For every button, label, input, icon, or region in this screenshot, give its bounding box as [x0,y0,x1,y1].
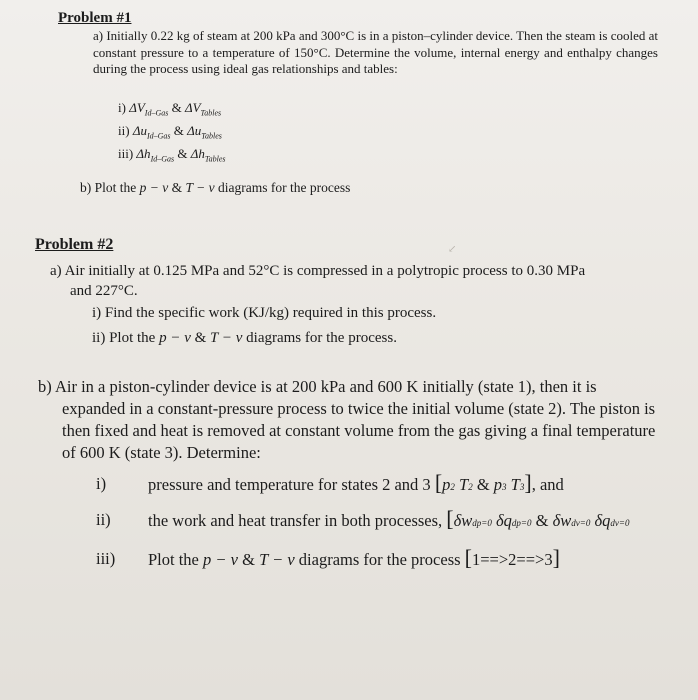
problem-2a-item-i: i) Find the specific work (KJ/kg) required in this process. [92,305,437,321]
problem-1-title: Problem #1 [58,10,132,26]
problem-2b-item-ii-num: ii) [96,510,111,529]
problem-2b-item-iii-num: iii) [96,549,116,568]
problem-2a-item-ii: ii) Plot the p − v & T − v diagrams for the process. [92,330,397,346]
problem-2b-item-ii: the work and heat transfer in both processes, [δwdp=0 δqdp=0 & δwdv=0 δqdv=0 [148,506,630,531]
problem-2b-item-i: pressure and temperature for states 2 and 3 [p2 T2 & p3 T3], and [148,470,564,495]
problem-1b-text: b) Plot the p − v & T − v diagrams for the process [80,180,351,195]
pen-mark: ↙ [448,244,457,255]
problem-2b-item-i-num: i) [96,474,107,493]
problem-1a-item-i: i) $\Delta V_{Id-Gas}$ & $\Delta V_{Tables}$ [118,100,222,118]
problem-1a-text: a) Initially 0.22 kg of steam at 200 kPa and 300°C is in a piston–cylinder device. Then the steam is cooled at constant pressure to a temperature of 150°C. Determine the volume, internal energy and enthalpy changes during the process using ideal gas relationships and tables: [93,28,658,76]
problem-1a-item-iii: iii) $\Delta h_{Id-Gas}$ & $\Delta h_{Tables}$ [118,146,226,164]
problem-2-title: Problem #2 [35,236,114,253]
problem-2a-text: a) Air initially at 0.125 MPa and 52°C is compressed in a polytropic process to 0.30 MPa and 227°C. [50,263,586,299]
problem-1a-item-ii: ii) $\Delta u_{Id-Gas}$ & $\Delta u_{Tables}$ [118,123,222,141]
problem-2b-text: b) Air in a piston-cylinder device is at 200 kPa and 600 K initially (state 1), then it is expanded in a constant-pressure process to twice the initial volume (state 2). The piston is then fixed and heat is removed at constant volume from the gas giving a final temperature of 600 K (state 3). Determine: [38,377,656,462]
problem-2b-item-iii: Plot the p − v & T − v diagrams for the process [1==>2==>3] [148,545,560,570]
